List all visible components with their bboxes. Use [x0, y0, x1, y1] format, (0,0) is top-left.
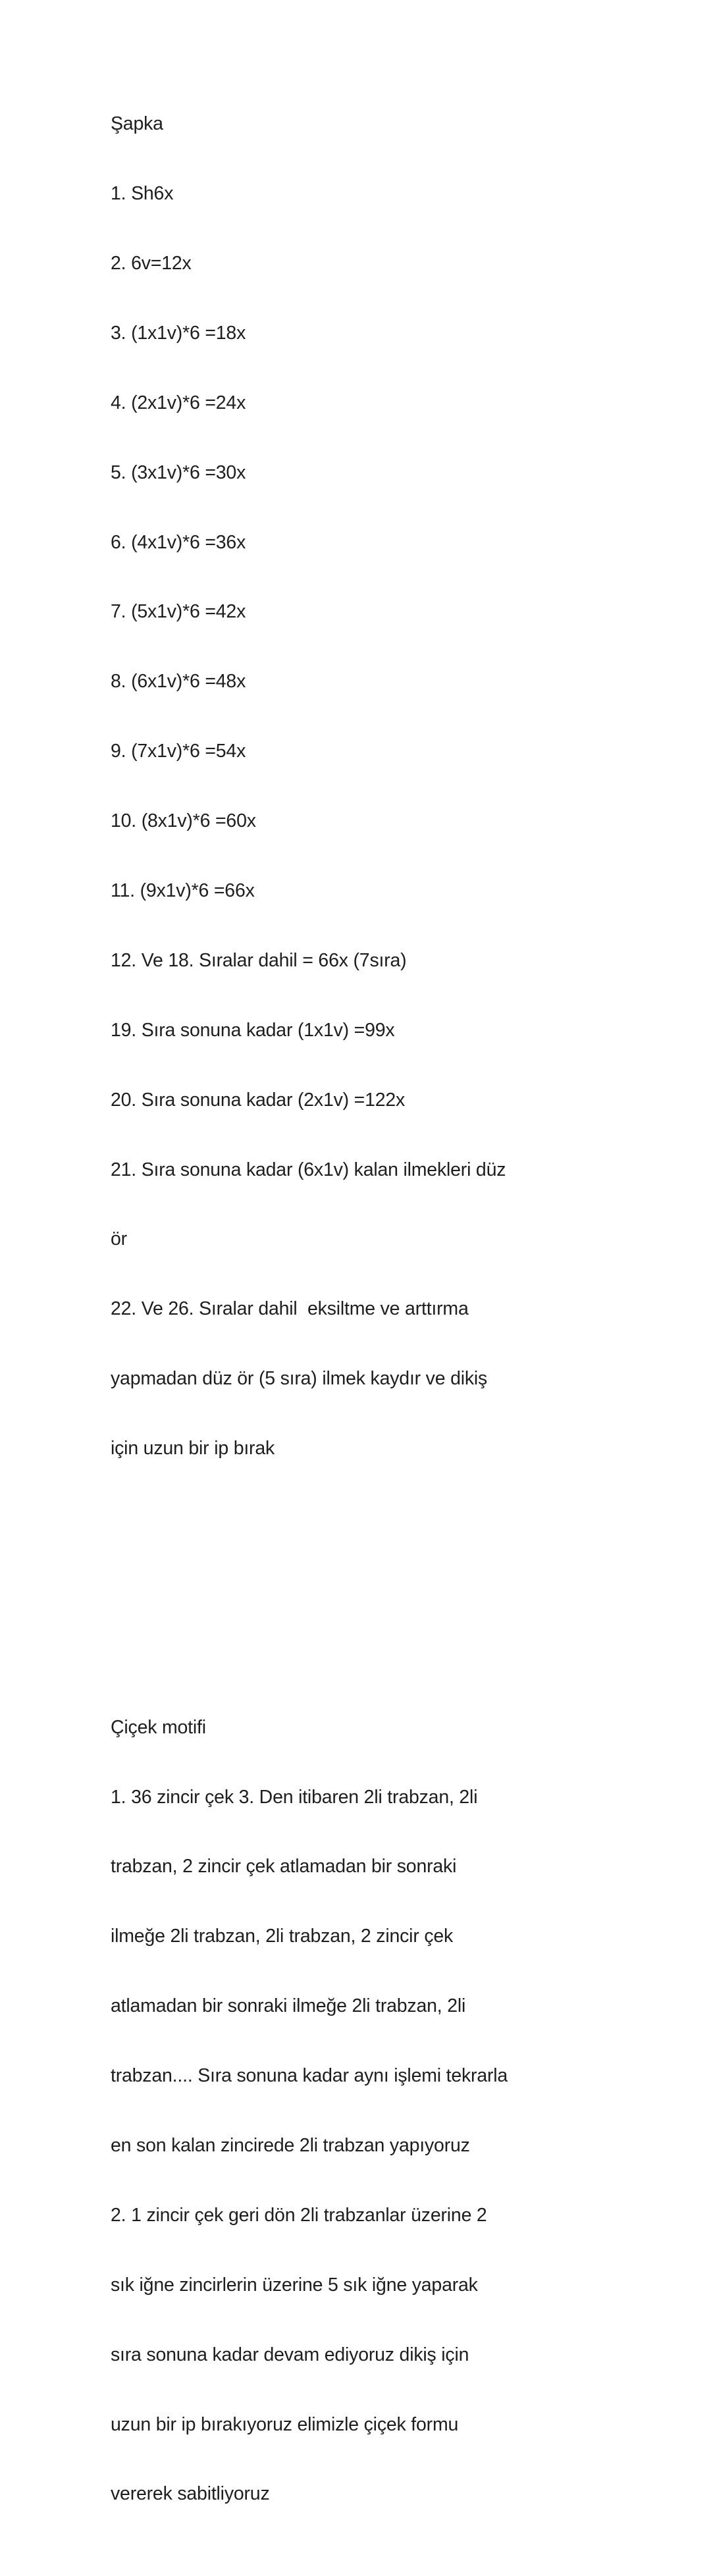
cicek-step: trabzan, 2 zincir çek atlamadan bir sonraki	[111, 1856, 457, 1878]
sapka-step: ör	[111, 1228, 127, 1250]
sapka-title: Şapka	[111, 113, 163, 135]
section-spacer	[111, 1577, 558, 1600]
sapka-step: 10. (8x1v)*6 =60x	[111, 810, 256, 832]
sapka-step: 8. (6x1v)*6 =48x	[111, 671, 246, 693]
cicek-section	[111, 1669, 558, 2552]
sapka-step: 22. Ve 26. Sıralar dahil eksiltme ve arttırma	[111, 1298, 469, 1320]
sapka-step: 1. Sh6x	[111, 183, 174, 205]
cicek-step: trabzan.... Sıra sonuna kadar aynı işlemi tekrarla	[111, 2065, 508, 2087]
sapka-section	[111, 66, 558, 1507]
cicek-step: en son kalan zincirede 2li trabzan yapıyoruz	[111, 2135, 470, 2157]
sapka-step: 12. Ve 18. Sıralar dahil = 66x (7sıra)	[111, 949, 407, 971]
cicek-step: sık iğne zincirlerin üzerine 5 sık iğne yaparak	[111, 2274, 478, 2296]
cicek-title: Çiçek motifi	[111, 1716, 206, 1738]
document-page	[111, 20, 558, 2576]
sapka-step: 20. Sıra sonuna kadar (2x1v) =122x	[111, 1089, 406, 1111]
sapka-step: yapmadan düz ör (5 sıra) ilmek kaydır ve dikiş	[111, 1368, 488, 1390]
cicek-step: uzun bir ip bırakıyoruz elimizle çiçek formu	[111, 2413, 459, 2435]
sapka-step: 4. (2x1v)*6 =24x	[111, 392, 246, 413]
sapka-step: 7. (5x1v)*6 =42x	[111, 601, 246, 623]
cicek-step: 1. 36 zincir çek 3. Den itibaren 2li trabzan, 2li	[111, 1786, 478, 1808]
cicek-step: vererek sabitliyoruz	[111, 2483, 270, 2505]
sapka-step: 9. (7x1v)*6 =54x	[111, 741, 246, 762]
cicek-step: sıra sonuna kadar devam ediyoruz dikiş için	[111, 2344, 469, 2365]
sapka-step: 5. (3x1v)*6 =30x	[111, 461, 246, 483]
cicek-step: 2. 1 zincir çek geri dön 2li trabzanlar üzerine 2	[111, 2204, 487, 2226]
cicek-step: ilmeğe 2li trabzan, 2li trabzan, 2 zincir çek	[111, 1926, 454, 1947]
sapka-step: 2. 6v=12x	[111, 252, 192, 274]
sapka-step: 21. Sıra sonuna kadar (6x1v) kalan ilmekleri düz	[111, 1159, 506, 1180]
sapka-step: 6. (4x1v)*6 =36x	[111, 531, 246, 553]
sapka-step: 19. Sıra sonuna kadar (1x1v) =99x	[111, 1019, 395, 1041]
sapka-step: 11. (9x1v)*6 =66x	[111, 880, 255, 901]
sapka-step: 3. (1x1v)*6 =18x	[111, 322, 246, 344]
cicek-step: atlamadan bir sonraki ilmeğe 2li trabzan, 2li	[111, 1995, 466, 2017]
sapka-step: için uzun bir ip bırak	[111, 1438, 275, 1459]
